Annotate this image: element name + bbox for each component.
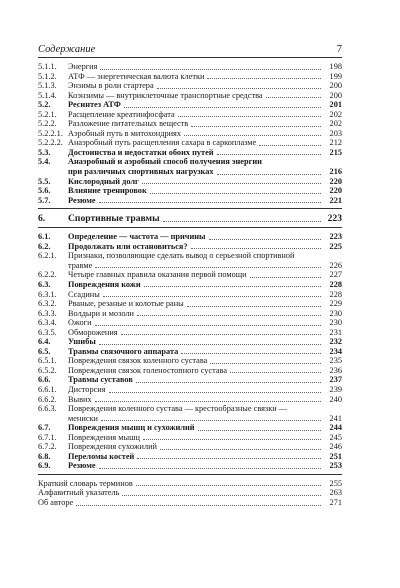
dot-leader xyxy=(122,494,321,496)
toc-entry-title: Повреждения коленного сустава — крестообразные связки — xyxy=(68,404,288,414)
toc-entry-number: 6.2. xyxy=(38,241,51,251)
dot-leader xyxy=(109,391,321,393)
toc-entry-page: 200 xyxy=(329,81,342,91)
toc-entry xyxy=(38,498,342,508)
toc-entry-title: Разложение питательных веществ xyxy=(68,119,189,129)
toc-entry-title: Ожоги xyxy=(68,318,92,328)
toc-entry-page: 229 xyxy=(329,299,342,309)
toc-entry-title: Анаэробный и аэробный способ получения энергии xyxy=(68,157,262,167)
page-number: 7 xyxy=(336,44,342,55)
toc-entry-title: Четыре главных правила оказания первой помощи xyxy=(68,270,247,280)
toc-entry-title: Аэробный путь в митохондриях xyxy=(68,128,182,138)
toc-entry-number: 5.1.3. xyxy=(38,81,57,91)
toc-entry xyxy=(38,196,342,206)
toc-entry-number: 5.1.4. xyxy=(38,90,57,100)
toc-entry-number: 5.2. xyxy=(38,100,51,110)
toc-entry-title: Травмы суставов xyxy=(68,375,133,385)
toc-entry xyxy=(38,62,342,72)
toc-entry xyxy=(38,479,342,489)
dot-leader xyxy=(99,467,321,469)
toc-entry-number: 6. xyxy=(38,213,46,225)
toc-entry-title-continued: мениски xyxy=(68,413,98,423)
dot-leader xyxy=(101,419,321,421)
toc-entry-number: 5.2.1. xyxy=(38,109,57,119)
toc-entry-page: 228 xyxy=(329,289,342,299)
dot-leader xyxy=(95,324,321,326)
toc-entry-number: 6.7.2. xyxy=(38,442,57,452)
dot-leader xyxy=(99,201,321,203)
toc-entry-number: 6.5.2. xyxy=(38,365,57,375)
toc-entry-number: 6.3.2. xyxy=(38,299,57,309)
toc-entry-number: 6.1. xyxy=(38,232,51,242)
toc-entry-title: Продолжать или остановиться? xyxy=(68,241,188,251)
toc-entry xyxy=(38,488,342,498)
toc-entry-title: Вывих xyxy=(68,394,92,404)
dot-leader xyxy=(95,266,321,268)
dot-leader xyxy=(124,106,321,108)
toc-entry-title: Повреждения кожи xyxy=(68,279,141,289)
toc-entry-number: 5.2.2.2. xyxy=(38,138,63,148)
toc-entry-page: 255 xyxy=(329,478,342,488)
toc-section-6 xyxy=(38,232,342,471)
toc-entry xyxy=(38,423,342,433)
toc-entry xyxy=(38,328,342,338)
toc-entry-number: 5.1.2. xyxy=(38,71,57,81)
toc-entry xyxy=(38,395,342,405)
toc-entry-title: Влияние тренировок xyxy=(68,186,147,196)
dot-leader xyxy=(95,400,321,402)
toc-entry-title: Спортивные травмы xyxy=(68,213,160,225)
table-of-contents xyxy=(38,62,342,508)
toc-back-matter xyxy=(38,479,342,508)
toc-entry xyxy=(38,404,342,423)
toc-entry-title: Травмы связочного аппарата xyxy=(68,346,179,356)
toc-entry xyxy=(38,433,342,443)
toc-entry xyxy=(38,347,342,357)
toc-entry-title: Расщепление креатинфосфата xyxy=(68,109,175,119)
toc-entry-page: 221 xyxy=(329,195,342,205)
dot-leader xyxy=(142,182,321,184)
toc-entry-page: 223 xyxy=(327,213,342,225)
toc-entry xyxy=(38,337,342,347)
dot-leader xyxy=(163,220,321,222)
dot-leader xyxy=(210,362,321,364)
toc-entry-title-continued: при различных спортивных нагрузках xyxy=(68,167,214,177)
toc-entry-page: 200 xyxy=(329,90,342,100)
toc-entry-number: 6.6.2. xyxy=(38,394,57,404)
toc-entry xyxy=(38,452,342,462)
toc-entry-page: 223 xyxy=(329,232,342,242)
dot-leader xyxy=(137,457,321,459)
dot-leader xyxy=(136,484,321,486)
toc-entry xyxy=(38,100,342,110)
toc-entry-page: 241 xyxy=(329,413,342,423)
toc-entry-page: 246 xyxy=(329,442,342,452)
toc-entry xyxy=(38,280,342,290)
toc-entry-page: 220 xyxy=(329,186,342,196)
toc-entry-page: 225 xyxy=(329,241,342,251)
toc-entry-number: 6.3.4. xyxy=(38,318,57,328)
toc-entry-page: 226 xyxy=(329,260,342,270)
dot-leader xyxy=(191,125,321,127)
dot-leader xyxy=(76,504,321,506)
toc-entry xyxy=(38,251,342,270)
toc-entry-number: 6.3.5. xyxy=(38,327,57,337)
toc-entry-page: 231 xyxy=(329,327,342,337)
toc-entry-page: 216 xyxy=(329,167,342,177)
toc-entry-page: 199 xyxy=(329,71,342,81)
toc-entry xyxy=(38,461,342,471)
toc-entry-number: 6.3. xyxy=(38,279,51,289)
toc-entry xyxy=(38,72,342,82)
toc-entry-number: 6.6.3. xyxy=(38,404,57,414)
running-header xyxy=(38,44,342,58)
toc-entry-title: Ушибы xyxy=(68,337,96,347)
toc-entry-page: 230 xyxy=(329,308,342,318)
toc-entry-number: 6.9. xyxy=(38,461,51,471)
toc-entry-title: Коэнзимы — внутриклеточные транспортные средства xyxy=(68,90,263,100)
toc-entry-title: Определение — частота — причины xyxy=(68,232,206,242)
dot-leader xyxy=(181,352,321,354)
toc-entry-title: Повреждения сухожилий xyxy=(68,442,157,452)
chapter-divider-bottom xyxy=(38,227,342,228)
toc-entry-page: 251 xyxy=(329,451,342,461)
toc-entry-page: 237 xyxy=(329,375,342,385)
toc-entry-page: 203 xyxy=(329,128,342,138)
toc-entry-page: 215 xyxy=(329,147,342,157)
toc-entry xyxy=(38,385,342,395)
toc-entry xyxy=(38,442,342,452)
toc-entry-page: 232 xyxy=(329,337,342,347)
toc-entry-title: Достоинства и недостатки обоих путей xyxy=(68,147,214,157)
toc-entry-page: 235 xyxy=(329,356,342,366)
toc-entry xyxy=(38,81,342,91)
toc-entry-title: Признаки, позволяющие сделать вывод о серьезной спортивной xyxy=(68,251,295,261)
toc-entry xyxy=(38,148,342,158)
toc-entry-page: 263 xyxy=(329,488,342,498)
toc-entry-title: Краткий словарь терминов xyxy=(38,478,133,488)
toc-section-5 xyxy=(38,62,342,205)
toc-entry-page: 244 xyxy=(329,423,342,433)
dot-leader xyxy=(198,429,321,431)
toc-entry-number: 6.5.1. xyxy=(38,356,57,366)
dot-leader xyxy=(187,305,321,307)
toc-entry-title: Энзимы в роли стартера xyxy=(68,81,154,91)
dot-leader xyxy=(250,276,321,278)
dot-leader xyxy=(184,134,321,136)
toc-entry-page: 236 xyxy=(329,365,342,375)
dot-leader xyxy=(230,371,321,373)
toc-entry-title: Алфавитный указатель xyxy=(38,488,120,498)
toc-entry-title: АТФ — энергетическая валюта клетки xyxy=(68,71,205,81)
toc-entry-title: Обморожения xyxy=(68,327,118,337)
dot-leader xyxy=(121,333,321,335)
toc-entry-page: 227 xyxy=(329,270,342,280)
toc-entry xyxy=(38,138,342,148)
dot-leader xyxy=(100,68,321,70)
dot-leader xyxy=(136,381,321,383)
toc-chapter-6 xyxy=(38,213,342,224)
toc-entry-title: Ссадины xyxy=(68,289,100,299)
toc-entry-number: 5.4. xyxy=(38,157,51,167)
toc-entry-page: 201 xyxy=(329,100,342,110)
toc-entry-number: 6.2.1. xyxy=(38,251,57,261)
dot-leader xyxy=(157,87,321,89)
toc-entry-number: 6.3.3. xyxy=(38,308,57,318)
toc-entry xyxy=(38,375,342,385)
toc-entry-number: 5.2.2. xyxy=(38,119,57,129)
toc-entry xyxy=(38,318,342,328)
toc-entry xyxy=(38,242,342,252)
dot-leader xyxy=(217,153,321,155)
toc-entry-number: 6.8. xyxy=(38,451,51,461)
toc-entry xyxy=(38,177,342,187)
toc-entry-page: 202 xyxy=(329,109,342,119)
toc-entry-page: 245 xyxy=(329,432,342,442)
toc-entry xyxy=(38,289,342,299)
dot-leader xyxy=(217,173,321,175)
toc-entry-title: Энергия xyxy=(68,62,98,72)
toc-entry xyxy=(38,299,342,309)
back-matter-divider xyxy=(38,474,342,475)
toc-entry-title: Повреждения связок коленного сустава xyxy=(68,356,208,366)
toc-entry-number: 6.4. xyxy=(38,337,51,347)
toc-entry-number: 6.2.2. xyxy=(38,270,57,280)
toc-entry xyxy=(38,129,342,139)
toc-entry xyxy=(38,309,342,319)
toc-entry-page: 240 xyxy=(329,394,342,404)
dot-leader xyxy=(160,448,321,450)
dot-leader xyxy=(209,238,321,240)
toc-entry-title: Анаэробный путь расщепления сахара в саркоплазме xyxy=(68,138,257,148)
dot-leader xyxy=(103,295,321,297)
toc-entry-page: 239 xyxy=(329,385,342,394)
toc-entry-page: 230 xyxy=(329,318,342,328)
toc-entry-page: 212 xyxy=(329,138,342,148)
toc-entry xyxy=(38,232,342,242)
chapter-divider-top xyxy=(38,208,342,209)
toc-entry xyxy=(38,91,342,101)
toc-entry-number: 6.7.1. xyxy=(38,432,57,442)
toc-entry-title: Резюме xyxy=(68,461,96,471)
toc-entry-title-continued: травме xyxy=(68,260,93,270)
toc-entry-number: 5.6. xyxy=(38,186,51,196)
toc-entry-page: 202 xyxy=(329,119,342,129)
toc-entry-title: Переломы костей xyxy=(68,451,135,461)
toc-entry-title: Рваные, резаные и колотые раны xyxy=(68,299,184,309)
toc-entry-title: Волдыри и мозоли xyxy=(68,308,134,318)
toc-entry-number: 5.7. xyxy=(38,195,51,205)
toc-entry-number: 5.5. xyxy=(38,176,51,186)
dot-leader xyxy=(207,77,321,79)
toc-entry-number: 6.5. xyxy=(38,346,51,356)
toc-entry-page: 271 xyxy=(329,498,342,508)
toc-entry-page: 198 xyxy=(329,62,342,72)
toc-entry-number: 6.6. xyxy=(38,375,51,385)
toc-entry-page: 253 xyxy=(329,461,342,471)
toc-entry-title: Об авторе xyxy=(38,498,74,508)
toc-entry-title: Повреждения связок голеностопного сустава xyxy=(68,365,228,375)
toc-entry-title: Ресинтез АТФ xyxy=(68,100,121,110)
dot-leader xyxy=(143,438,321,440)
toc-entry-title: Повреждения мышц и сухожилий xyxy=(68,423,195,433)
toc-entry-title: Дисторсия xyxy=(68,385,106,394)
toc-entry-page: 228 xyxy=(329,279,342,289)
toc-entry xyxy=(38,110,342,120)
toc-entry-number: 6.7. xyxy=(38,423,51,433)
toc-entry-number: 5.3. xyxy=(38,147,51,157)
toc-entry-number: 5.1.1. xyxy=(38,62,57,72)
toc-entry-number: 6.3.1. xyxy=(38,289,57,299)
dot-leader xyxy=(137,314,321,316)
toc-entry-page: 234 xyxy=(329,346,342,356)
dot-leader xyxy=(99,343,321,345)
dot-leader xyxy=(191,247,321,249)
toc-entry xyxy=(38,119,342,129)
dot-leader xyxy=(150,192,321,194)
dot-leader xyxy=(266,96,321,98)
dot-leader xyxy=(144,285,321,287)
toc-entry-number: 6.6.1. xyxy=(38,385,57,394)
toc-entry-number: 5.2.2.1. xyxy=(38,128,63,138)
toc-entry xyxy=(38,356,342,366)
toc-entry xyxy=(38,186,342,196)
toc-entry xyxy=(38,157,342,176)
running-header-title: Содержание xyxy=(38,44,96,55)
toc-entry xyxy=(38,366,342,376)
toc-entry-title: Кислородный долг xyxy=(68,176,139,186)
toc-entry-title: Повреждения мышц xyxy=(68,432,140,442)
dot-leader xyxy=(178,115,321,117)
dot-leader xyxy=(259,144,321,146)
toc-entry-title: Резюме xyxy=(68,195,96,205)
toc-entry xyxy=(38,270,342,280)
toc-entry-page: 220 xyxy=(329,176,342,186)
